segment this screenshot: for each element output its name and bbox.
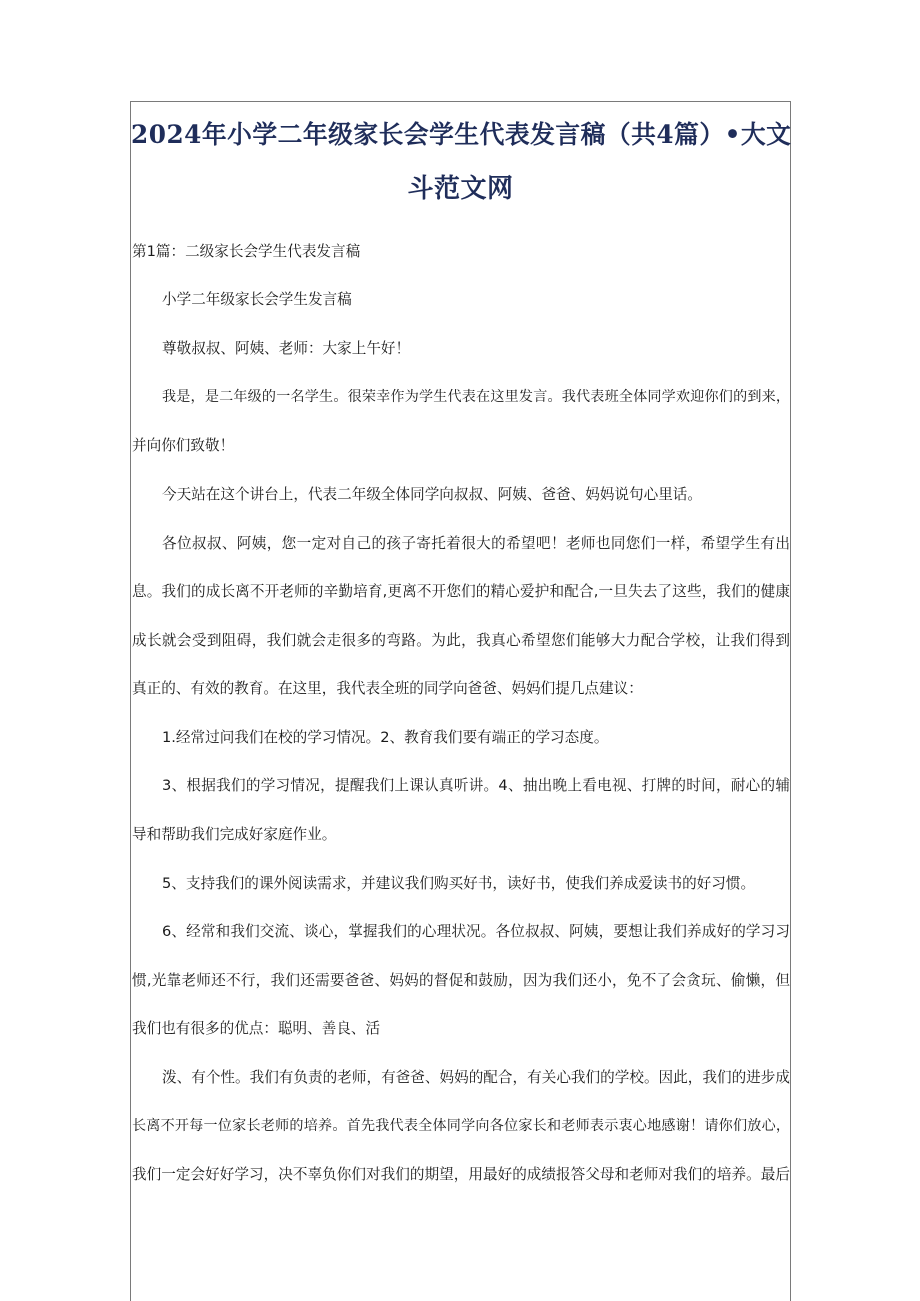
paragraph-line: 6、经常和我们交流、谈心，掌握我们的心理状况。各位叔叔、阿姨，要想让我们养成好的学习习 — [162, 923, 790, 940]
document-title-line-2: 斗范文网 — [407, 174, 514, 204]
paragraph-line: 我们一定会好好学习，决不辜负你们对我们的期望，用最好的成绩报答父母和老师对我们的培养。最后 — [132, 1166, 790, 1183]
section-heading: 第1篇：二级家长会学生代表发言稿 — [132, 243, 361, 260]
paragraph-line: 长离不开每一位家长老师的培养。首先我代表全体同学向各位家长和老师表示衷心地感谢！请你们放心， — [132, 1118, 790, 1134]
paragraph-line: 导和帮助我们完成好家庭作业。 — [132, 826, 337, 843]
paragraph-line: 5、支持我们的课外阅读需求，并建议我们购买好书，读好书，使我们养成爱读书的好习惯。 — [162, 875, 756, 892]
paragraph-line: 惯,光靠老师还不行，我们还需要爸爸、妈妈的督促和鼓励，因为我们还小，免不了会贪玩、偷懒，但 — [132, 972, 790, 989]
paragraph-line: 1.经常过问我们在校的学习情况。2、教育我们要有端正的学习态度。 — [162, 729, 609, 746]
paragraph-line: 3、根据我们的学习情况，提醒我们上课认真听讲。4、抽出晚上看电视、打牌的时间，耐心的辅 — [162, 777, 790, 794]
document-title-line-1: 2024年小学二年级家长会学生代表发言稿（共4篇）•大文 — [131, 120, 792, 149]
paragraph-line: 我是，是二年级的一名学生。很荣幸作为学生代表在这里发言。我代表班全体同学欢迎你们的到来， — [162, 389, 790, 405]
paragraph-line: 息。我们的成长离不开老师的辛勤培育,更离不开您们的精心爱护和配合,一旦失去了这些，我们的健康 — [132, 583, 790, 600]
subheading: 小学二年级家长会学生发言稿 — [162, 291, 352, 308]
paragraph-line: 成长就会受到阻碍，我们就会走很多的弯路。为此，我真心希望您们能够大力配合学校，让我们得到 — [132, 632, 790, 649]
paragraph-line: 并向你们致敬！ — [132, 437, 235, 454]
paragraph-line: 泼、有个性。我们有负责的老师，有爸爸、妈妈的配合，有关心我们的学校。因此，我们的进步成 — [162, 1069, 790, 1086]
paragraph-line: 真正的、有效的教育。在这里，我代表全班的同学向爸爸、妈妈们提几点建议： — [132, 680, 643, 697]
paragraph-line: 我们也有很多的优点：聪明、善良、活 — [132, 1020, 381, 1037]
paragraph-line: 今天站在这个讲台上，代表二年级全体同学向叔叔、阿姨、爸爸、妈妈说句心里话。 — [162, 486, 702, 503]
paragraph-line: 各位叔叔、阿姨，您一定对自己的孩子寄托着很大的希望吧！老师也同您们一样，希望学生有出 — [162, 535, 790, 552]
paragraph-line: 尊敬叔叔、阿姨、老师：大家上午好！ — [162, 340, 411, 357]
